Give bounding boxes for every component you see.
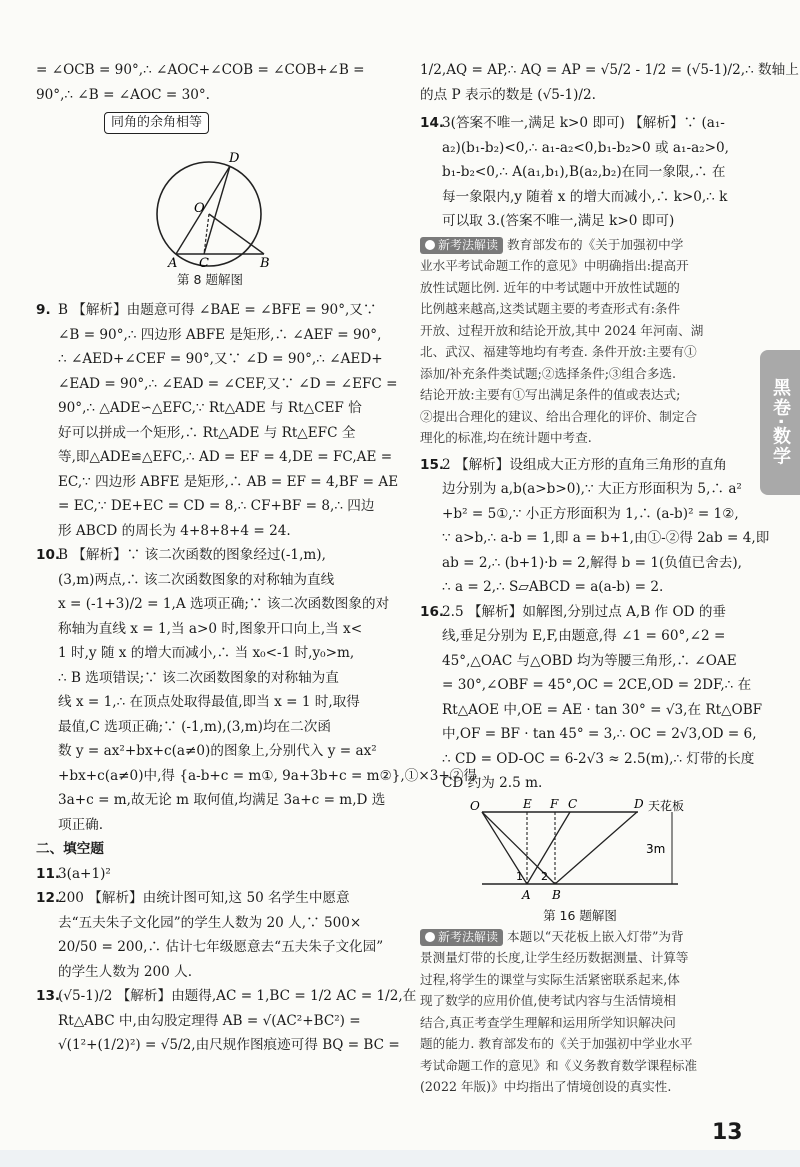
q10-line: x = (-1+3)/2 = 1,A 选项正确;∵ 该二次函数图象的对 [58, 596, 390, 612]
note-1-line: 教育部发布的《关于加强初中学 [507, 236, 684, 252]
side-tab: 黑卷·数学 [760, 350, 800, 495]
note-1-line: 结论开放:主要有①写出满足条件的值或表达式; [420, 387, 681, 402]
q14-number: 14. [420, 115, 445, 131]
intro-line-2: 90°,∴ ∠B = ∠AOC = 30°. [36, 86, 210, 103]
q9-line: 90°,∴ △ADE∽△EFC,∵ Rt△ADE 与 Rt△CEF 恰 [58, 400, 362, 416]
q10-line: 数 y = ax²+bx+c(a≠0)的图象上,分别代入 y = ax² [58, 743, 377, 759]
note-2-tag-text: 新考法解读 [438, 929, 499, 944]
q15-line: +b² = 5①,∵ 小正方形面积为 1,∴ (a-b)² = 1②, [442, 505, 739, 522]
q10-line: 线 x = 1,∴ 在顶点处取得最值,即当 x = 1 时,取得 [58, 694, 360, 710]
q15-line: 2 【解析】设组成大正方形的直角三角形的直角 [442, 456, 727, 473]
q10-line: B 【解析】∵ 该二次函数的图象经过(-1,m), [58, 547, 326, 563]
fig8-label-A: A [168, 256, 178, 271]
note-1-tag-text: 新考法解读 [438, 237, 499, 252]
fig16-label-D: D [634, 796, 644, 811]
note-2-tag [420, 929, 503, 946]
q13-line: (√5-1)/2 【解析】由题得,AC = 1,BC = 1/2 AC = 1/2,在 [58, 988, 417, 1004]
q16-line: = 30°,∠OBF = 45°,OC = 2CE,OD = 2DF,∴ 在 [442, 677, 752, 693]
q11-line: 3(a+1)² [58, 865, 111, 882]
q14-line: 3(答案不唯一,满足 k>0 即可) 【解析】∵ (a₁- [442, 115, 725, 131]
note-1-line: ②提出合理化的建议、给出合理化的评价、制定合 [420, 408, 698, 424]
note-2-line: 结合,真正考查学生理解和运用所学知识解决问 [420, 1014, 676, 1030]
note-2-line: (2022 年版)》中均指出了情境创设的真实性. [420, 1079, 672, 1094]
question-11 [36, 862, 384, 887]
note-1-line: 北、武汉、福建等地均有考查. 条件开放:主要有① [420, 344, 697, 359]
q12-line: 200 【解析】由统计图可知,这 50 名学生中愿意 [58, 890, 350, 906]
question-12 [36, 886, 384, 984]
note-2-line: 本题以“天花板上嵌入灯带”为背 [507, 928, 684, 944]
q12-line: 去“五夫朱子文化园”的学生人数为 20 人,∵ 500× [58, 914, 362, 931]
q10-line: 1 时,y 随 x 的增大而减小,∴ 当 x₀<-1 时,y₀>m, [58, 645, 355, 661]
note-1 [420, 234, 740, 449]
fig8-line-CD [204, 166, 230, 254]
q14-line: b₁-b₂<0,∴ A(a₁,b₁),B(a₂,b₂)在同一象限,∴ 在 [442, 164, 726, 180]
figure-16 [420, 798, 740, 926]
q9-number: 9. [36, 302, 51, 318]
q13-line: √(1²+(1/2)²) = √5/2,由尺规作图痕迹可得 BQ = BC = [58, 1037, 400, 1053]
q16-line: 中,OF = BF · tan 45° = 3,∴ OC = 2√3,OD = 6, [442, 726, 757, 742]
note-1-line: 比例越来越高,这类试题主要的考查形式有:条件 [420, 301, 681, 316]
q16-line: CD 约为 2.5 m. [442, 775, 543, 791]
figure-8 [36, 142, 384, 292]
q10-line: ∴ B 选项错误;∵ 该二次函数图象的对称轴为直 [58, 669, 339, 686]
q16-line: ∴ CD = OD-OC = 6-2√3 ≈ 2.5(m),∴ 灯带的长度 [442, 750, 755, 767]
fig16-BD [555, 812, 637, 884]
question-16 [420, 600, 763, 796]
q16-number: 16. [420, 603, 445, 620]
q15-line: ab = 2,∴ (b+1)·b = 2,解得 b = 1(负值已舍去), [442, 554, 742, 571]
q11-number: 11. [36, 865, 61, 882]
callout-row [36, 110, 384, 142]
q9-line: 好可以拼成一个矩形,∴ Rt△ADE 与 Rt△EFC 全 [58, 424, 356, 441]
q13-number: 13. [36, 988, 61, 1004]
q10-number: 10. [36, 547, 61, 563]
figure-16-caption: 第 16 题解图 [543, 907, 617, 923]
q9-line: ∠B = 90°,∴ 四边形 ABFE 是矩形,∴ ∠AEF = 90°, [58, 326, 382, 343]
question-15 [420, 453, 770, 600]
q9-line: EC,∵ 四边形 ABFE 是矩形,∴ AB = EF = 4,BF = AE [58, 473, 399, 490]
fig16-label-C: C [568, 796, 578, 811]
question-13 [36, 984, 417, 1058]
q12-line: 20/50 = 200,∴ 估计七年级愿意去“五夫朱子文化园” [58, 939, 384, 955]
note-1-line: 放性试题比例. 近年的中考试题中开放性试题的 [420, 279, 680, 295]
note-1-line: 业水平考试命题工作的意见》中明确指出:提高开 [420, 258, 689, 273]
q14-line: 每一象限内,y 随着 x 的增大而减小,∴ k>0,∴ k [442, 188, 728, 205]
fig16-AC [527, 812, 570, 884]
fig16-label-F: F [550, 796, 559, 811]
q10-line: (3,m)两点,∴ 该二次函数图象的对称轴为直线 [58, 571, 335, 588]
note-1-line: 理化的标准,均在统计题中考查. [420, 430, 592, 445]
q9-line: ∠EAD = 90°,∴ ∠EAD = ∠CEF,又∵ ∠D = ∠EFC = [58, 375, 398, 392]
figure-8-caption: 第 8 题解图 [177, 272, 243, 287]
q9-line: 形 ABCD 的周长为 4+8+8+4 = 24. [58, 522, 291, 539]
q16-line: 2.5 【解析】如解图,分别过点 A,B 作 OD 的垂 [442, 603, 727, 620]
q10-line: 项正确. [58, 816, 104, 833]
fig16-label-E: E [523, 796, 532, 811]
q13-cont-line: 的点 P 表示的数是 (√5-1)/2. [420, 86, 596, 103]
callout-box: 同角的余角相等 [104, 112, 209, 134]
q9-line: B 【解析】由题意可得 ∠BAE = ∠BFE = 90°,又∵ [58, 302, 377, 318]
q15-line: ∴ a = 2,∴ S▱ABCD = a(a-b) = 2. [442, 579, 664, 595]
page-number: 13 [712, 1120, 743, 1145]
q12-number: 12. [36, 890, 61, 906]
q16-line: Rt△AOE 中,OE = AE · tan 30° = √3,在 Rt△OBF [442, 701, 763, 718]
q15-line: ∵ a>b,∴ a-b = 1,即 a = b+1,由①-②得 2ab = 4,即 [442, 530, 770, 546]
intro-line-1: = ∠OCB = 90°,∴ ∠AOC+∠COB = ∠COB+∠B = [36, 62, 365, 78]
bottom-band [0, 1150, 800, 1167]
q10-line: 最值,C 选项正确;∵ (-1,m),(3,m)均在二次函 [58, 718, 331, 735]
note-2-line: 现了数学的应用价值,使考试内容与生活情境相 [420, 993, 676, 1008]
fig16-label-B: B [552, 887, 561, 902]
q15-number: 15. [420, 456, 445, 473]
fig8-label-O: O [194, 201, 205, 216]
q9-line: = EC,∵ DE+EC = CD = 8,∴ CF+BF = 8,∴ 四边 [58, 498, 375, 514]
q14-line: a₂)(b₁-b₂)<0,∴ a₁-a₂<0,b₁-b₂>0 或 a₁-a₂>0, [442, 139, 729, 156]
fig16-label-3m: 3m [646, 841, 666, 856]
lightbulb-icon [425, 932, 435, 942]
q10-line: 3a+c = m,故无论 m 取何值,均满足 3a+c = m,D 选 [58, 792, 386, 808]
q13-cont-line: 1/2,AQ = AP,∴ AQ = AP = √5/2 - 1/2 = (√5-1)/2,∴ 数轴上 [420, 62, 799, 78]
q10-line: +bx+c(a≠0)中,得 {a-b+c = m①, 9a+3b+c = m②},①×3+②得 [58, 767, 477, 784]
fig16-label-1: 1 [516, 869, 523, 883]
fig16-label-O: O [470, 798, 480, 813]
q9-line: ∴ ∠AED+∠CEF = 90°,又∵ ∠D = 90°,∴ ∠AED+ [58, 351, 383, 367]
fig16-label-A: A [522, 887, 531, 902]
note-2-line: 过程,将学生的课堂与实际生活紧密联系起来,体 [420, 971, 680, 987]
question-14 [420, 111, 740, 234]
q14-line: 可以取 3.(答案不唯一,满足 k>0 即可) [442, 213, 675, 229]
fig16-label-2: 2 [541, 869, 548, 883]
lightbulb-icon [425, 240, 435, 250]
fig16-label-ceiling: 天花板 [648, 798, 685, 813]
figure-8-svg [36, 142, 384, 270]
question-9 [36, 298, 399, 543]
q16-line: 45°,△OAC 与△OBD 均为等腰三角形,∴ ∠OAE [442, 652, 737, 669]
figure-16-svg [420, 798, 740, 908]
note-2-line: 景测量灯带的长度,让学生经历数据测量、计算等 [420, 950, 689, 965]
q16-line: 线,垂足分别为 E,F,由题意,得 ∠1 = 60°,∠2 = [442, 628, 726, 644]
q9-line: 等,即△ADE≌△EFC,∴ AD = EF = 4,DE = FC,AE = [58, 449, 393, 465]
q12-line: 的学生人数为 200 人. [58, 963, 193, 980]
note-2-line: 题的能力. 教育部发布的《关于加强初中学业水平 [420, 1036, 693, 1051]
note-2 [420, 926, 740, 1098]
section-2-heading: 二、填空题 [36, 841, 104, 857]
note-1-tag [420, 237, 503, 254]
q15-line: 边分别为 a,b(a>b>0),∵ 大正方形面积为 5,∴ a² [442, 481, 742, 497]
fig8-label-B: B [260, 256, 270, 271]
fig8-label-D: D [229, 151, 240, 166]
q10-line: 称轴为直线 x = 1,当 a>0 时,图象开口向上,当 x< [58, 620, 363, 637]
q13-line: Rt△ABC 中,由勾股定理得 AB = √(AC²+BC²) = [58, 1012, 361, 1029]
fig8-line-OB [209, 214, 264, 254]
note-1-line: 开放、过程开放和结论开放,其中 2024 年河南、湖 [420, 322, 704, 338]
note-1-line: 添加/补充条件类试题;②选择条件;③组合多选. [420, 365, 677, 381]
note-2-line: 考试命题工作的意见》和《义务教育数学课程标准 [420, 1057, 698, 1073]
fig8-label-C: C [199, 256, 209, 271]
